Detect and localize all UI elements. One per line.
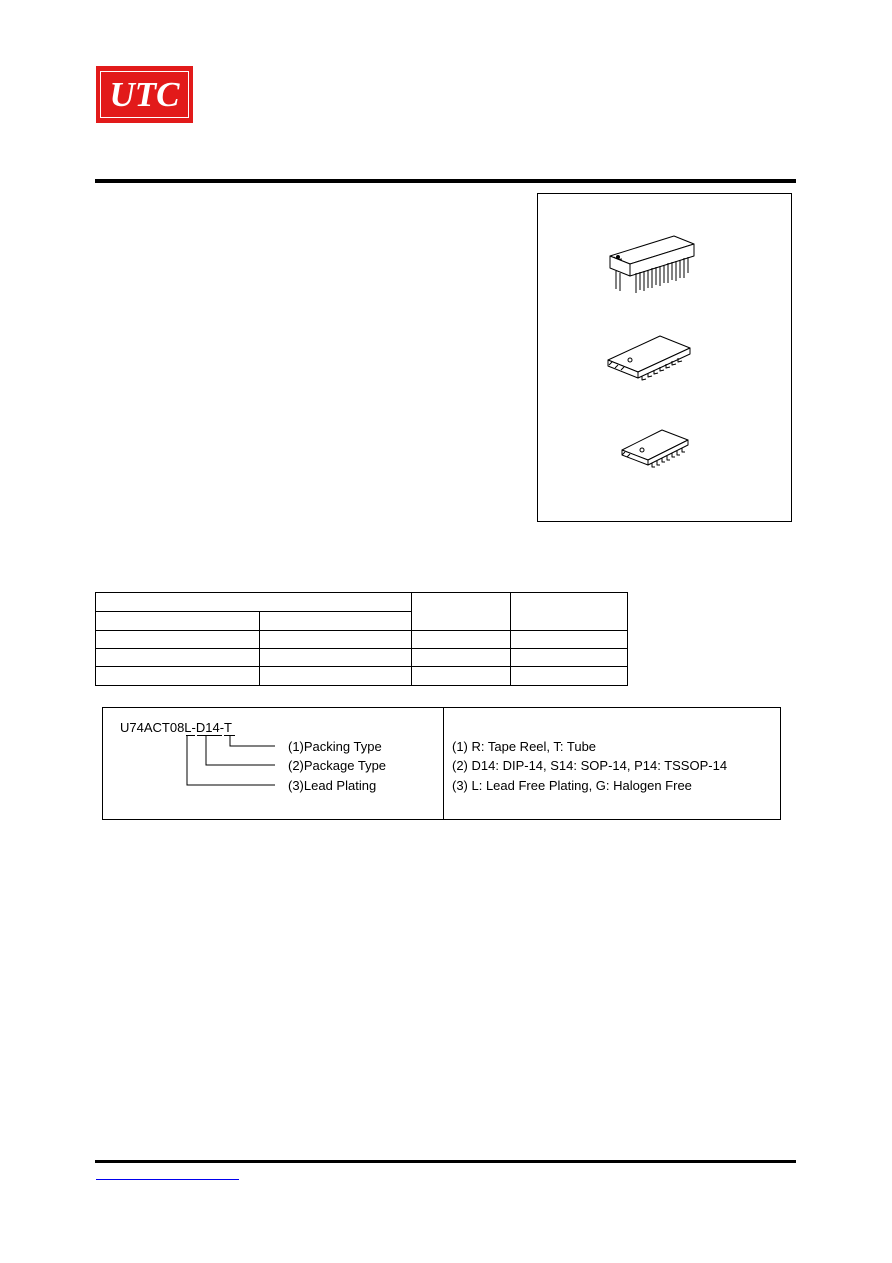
sop-14-icon bbox=[604, 332, 696, 384]
packing-type-label: (1)Packing Type bbox=[288, 739, 382, 754]
package-illustrations-box bbox=[537, 193, 792, 522]
callout-lines bbox=[103, 708, 443, 819]
part-number-decoding-box bbox=[102, 707, 781, 820]
part-number: U74ACT08L-D14-T bbox=[120, 720, 232, 735]
ordering-information-table bbox=[95, 592, 628, 686]
dip-14-icon bbox=[604, 228, 700, 300]
package-type-label: (2)Package Type bbox=[288, 758, 387, 773]
lead-plating-values: (3) L: Lead Free Plating, G: Halogen Free bbox=[452, 778, 692, 793]
packing-type-values: (1) R: Tape Reel, T: Tube bbox=[452, 739, 597, 754]
footer-website-link[interactable] bbox=[96, 1179, 239, 1180]
tssop-14-icon bbox=[618, 426, 692, 470]
logo-frame bbox=[100, 71, 189, 118]
package-type-values: (2) D14: DIP-14, S14: SOP-14, P14: TSSOP-14 bbox=[452, 758, 728, 773]
lead-plating-label: (3)Lead Plating bbox=[288, 778, 377, 793]
logo-text: UTC bbox=[109, 75, 180, 114]
utc-logo bbox=[96, 66, 193, 123]
header-rule bbox=[95, 179, 796, 183]
footer-rule bbox=[95, 1160, 796, 1163]
box-divider bbox=[443, 708, 444, 819]
